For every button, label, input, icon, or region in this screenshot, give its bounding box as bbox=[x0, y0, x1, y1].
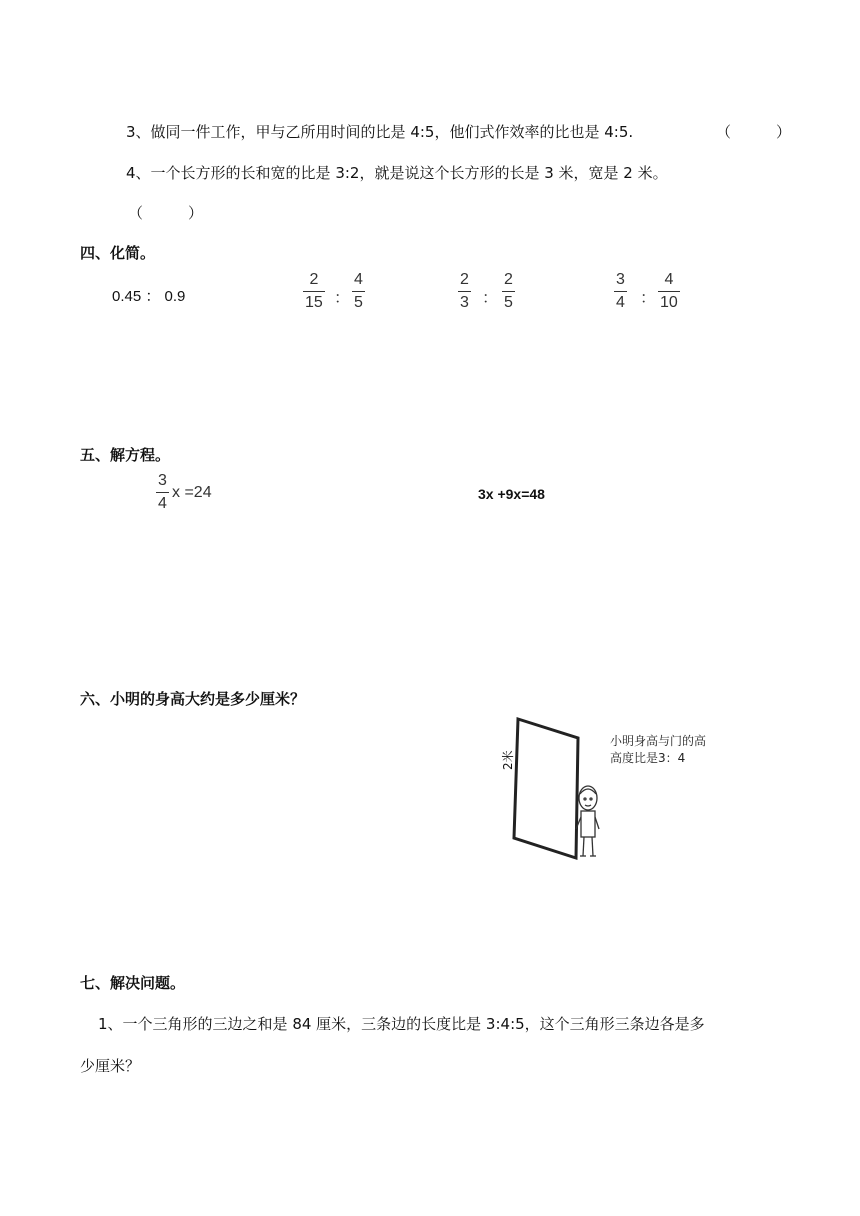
fraction: $\frac{3}{4}$ bbox=[158, 472, 167, 512]
height-note-line1: 小明身高与门的高 bbox=[610, 734, 707, 748]
ratio-colon: ： bbox=[334, 290, 351, 307]
fraction: $\frac{4}{5}$ bbox=[354, 271, 363, 311]
fraction: $\frac{2}{3}$ bbox=[460, 271, 469, 311]
fraction: $\frac{4}{10}$ bbox=[660, 271, 678, 311]
section-simplify-title: 四、化简。 bbox=[80, 244, 156, 262]
judge-q4-answer-paren[interactable]: （ ） bbox=[128, 204, 204, 222]
judge-q3: 3、做同一件工作，甲与乙所用时间的比是 4:5，他们式作效率的比也是 4:5. bbox=[126, 123, 634, 141]
judge-q3-answer-paren[interactable]: （ ） bbox=[716, 123, 792, 141]
child-figure bbox=[576, 786, 599, 856]
ratio-colon: ： bbox=[482, 290, 499, 307]
word-problem-1-line2: 少厘米？ bbox=[80, 1057, 141, 1075]
fraction: $\frac{3}{4}$ bbox=[616, 271, 625, 311]
ratio-colon: ： bbox=[640, 290, 657, 307]
section-height-title: 六、小明的身高大约是多少厘米？ bbox=[80, 690, 306, 708]
equation-2: 3x +9x=48 bbox=[478, 486, 545, 502]
judge-q4: 4、一个长方形的长和宽的比是 3:2，就是说这个长方形的长是 3 米，宽是 2 米。 bbox=[126, 164, 668, 182]
fraction: $\frac{2}{5}$ bbox=[504, 271, 513, 311]
section-equations-title: 五、解方程。 bbox=[80, 446, 171, 464]
door-height-label: 2米 bbox=[501, 750, 515, 770]
fraction: $\frac{2}{15}$ bbox=[305, 271, 323, 311]
word-problem-1-line1: 1、一个三角形的三边之和是 84 厘米，三条边的长度比是 3:4:5，这个三角形三条边各是多 bbox=[98, 1015, 705, 1033]
equation-1-rest: x =24 bbox=[172, 484, 212, 501]
section-word-problems-title: 七、解决问题。 bbox=[80, 974, 186, 992]
simplify-item-1: 0.45 ： 0.9 bbox=[112, 288, 186, 305]
height-note-line2: 高度比是3：4 bbox=[610, 751, 686, 765]
